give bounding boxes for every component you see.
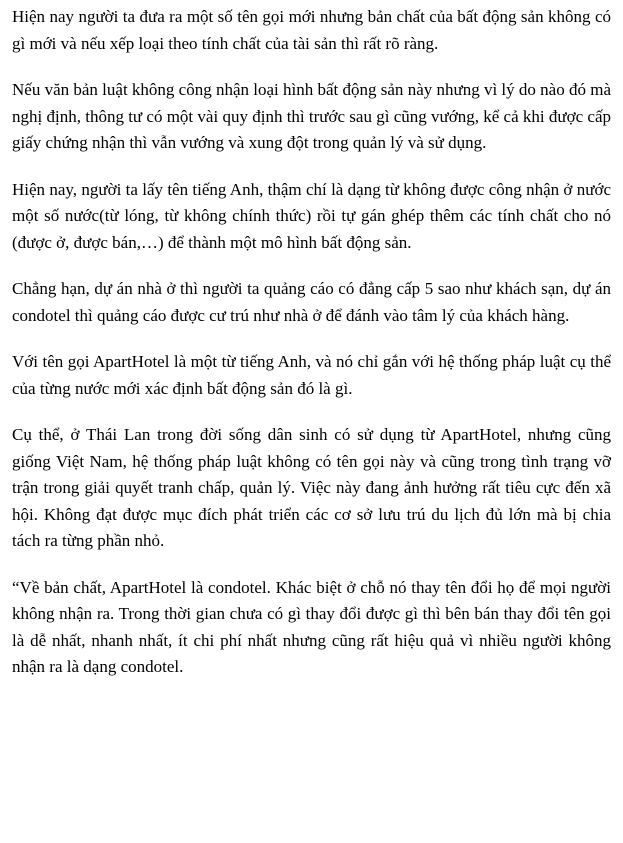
paragraph-7: “Về bản chất, ApartHotel là condotel. Khác biệt ở chỗ nó thay tên đổi họ để mọi người không nhận ra. Trong thời gian chưa có gì thay đổi được gì thì bên bán thay đổi tên gọi là dễ nhất, nhanh nhất, ít chi phí nhất nhưng cũng rất hiệu quả vì nhiều người không nhận ra là dạng condotel.	[12, 577, 611, 676]
paragraph-2: Nếu văn bản luật không công nhận loại hình bất động sản này nhưng vì lý do nào đó mà nghị định, thông tư có một vài quy định thì trước sau gì cũng vướng, kể cả khi được cấp giấy chứng nhận thì vẫn vướng và xung đột trong quản lý và sử dụng.	[12, 80, 611, 152]
paragraph-4: Chẳng hạn, dự án nhà ở thì người ta quảng cáo có đẳng cấp 5 sao như khách sạn, dự án condotel thì quảng cáo được cư trú như nhà ở để đánh vào tâm lý của khách hàng.	[12, 279, 611, 325]
paragraph-1: Hiện nay người ta đưa ra một số tên gọi mới nhưng bản chất của bất động sản không có gì mới và nếu xếp loại theo tính chất của tài sản thì rất rõ ràng.	[12, 7, 611, 53]
paragraph-5: Với tên gọi ApartHotel là một từ tiếng Anh, và nó chỉ gắn với hệ thống pháp luật cụ thể của từng nước mới xác định bất động sản đó là gì.	[12, 352, 611, 398]
paragraph-6: Cụ thể, ở Thái Lan trong đời sống dân sinh có sử dụng từ ApartHotel, nhưng cũng giống Việt Nam, hệ thống pháp luật không có tên gọi này và cũng trong tình trạng vỡ trận trong giải quyết tranh chấp, quản lý. Việc này đang ảnh hưởng rất tiêu cực đến xã hội. Không đạt được mục đích phát triển các cơ sở lưu trú du lịch đủ lớn mà bị chia tách ra từng phần nhỏ.	[12, 425, 611, 550]
paragraph-3: Hiện nay, người ta lấy tên tiếng Anh, thậm chí là dạng từ không được công nhận ở nước một số nước(từ lóng, từ không chính thức) rồi tự gán ghép thêm các tính chất cho nó (được ở, được bán,…) để thành một mô hình bất động sản.	[12, 179, 611, 252]
